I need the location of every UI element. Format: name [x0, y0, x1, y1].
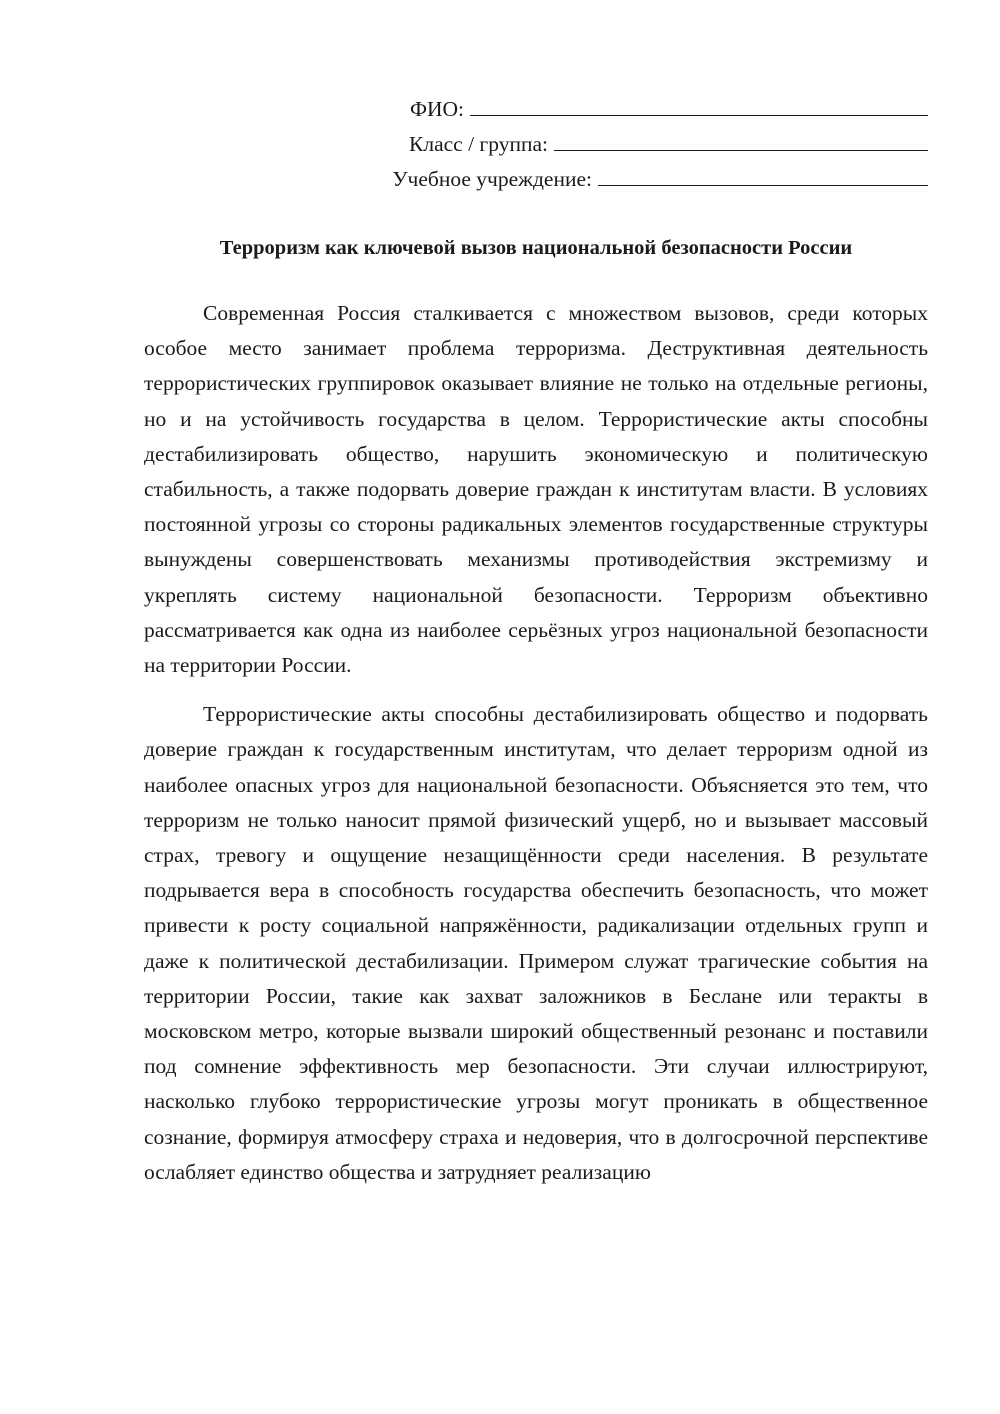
school-blank-line[interactable]	[598, 163, 928, 186]
class-label: Класс / группа:	[409, 132, 548, 156]
paragraph-1: Современная Россия сталкивается с множеством вызовов, среди которых особое место занимает проблема терроризма. Деструктивная деятельность террористических группировок оказывает влияние не только на отдельные регионы, но и на устойчивость государства в целом. Террористические акты способны дестабилизировать общество, нарушить экономическую и политическую стабильность, а также подорвать доверие граждан к институтам власти. В условиях постоянной угрозы со стороны радикальных элементов государственные структуры вынуждены совершенствовать механизмы противодействия экстремизму и укреплять систему национальной безопасности. Терроризм объективно рассматривается как одна из наиболее серьёзных угроз национальной безопасности на территории России.	[144, 301, 928, 678]
paragraph-2: Террористические акты способны дестабилизировать общество и подорвать доверие граждан к государственным институтам, что делает терроризм одной из наиболее опасных угроз для национальной безопасности. Объясняется это тем, что терроризм не только наносит прямой физический ущерб, но и вызывает массовый страх, тревогу и ощущение незащищённости среди населения. В результате подрывается вера в способность государства обеспечить безопасность, что может привести к росту социальной напряжённости, радикализации отдельных групп и даже к политической дестабилизации. Примером служат трагические события на территории России, такие как захват заложников в Беслане или теракты в московском метро, которые вызвали широкий общественный резонанс и поставили под сомнение эффективность мер безопасности. Эти случаи иллюстрируют, насколько глубоко террористические угрозы могут проникать в общественное сознание, формируя атмосферу страха и недоверия, что в долгосрочной перспективе ослабляет единство общества и затрудняет реализацию	[144, 702, 928, 1184]
document-title: Терроризм как ключевой вызов национальной безопасности России	[219, 237, 853, 259]
school-row	[328, 162, 928, 197]
class-blank-line[interactable]	[554, 128, 928, 151]
fio-blank-line[interactable]	[470, 93, 928, 116]
class-row	[328, 127, 928, 162]
school-label: Учебное учреждение:	[392, 167, 592, 191]
student-info-fields	[328, 92, 928, 197]
document-body	[144, 296, 928, 1204]
fio-label: ФИО:	[409, 97, 464, 121]
fio-row	[328, 92, 928, 127]
